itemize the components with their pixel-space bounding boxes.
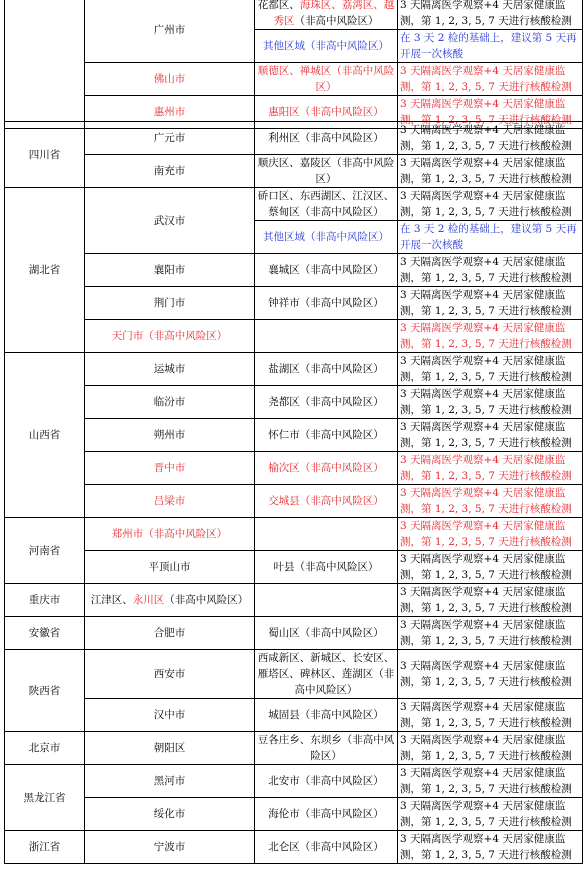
city-ningbo: 宁波市 <box>85 831 255 864</box>
district-nanchong: 顺庆区、嘉陵区（非高中风险区） <box>255 155 398 188</box>
city-yuncheng: 运城市 <box>85 353 255 386</box>
district-guangzhou-main: 花都区、海珠区、荔湾区、越秀区（非高中风险区） <box>255 0 398 30</box>
city-hanzhong: 汉中市 <box>85 699 255 732</box>
rule-cell: 3 天隔离医学观察+4 天居家健康监测，第 1, 2, 3, 5, 7 天进行核酸检测 <box>398 419 583 452</box>
policy-table <box>4 0 583 129</box>
city-chaoyang: 朝阳区 <box>85 732 255 765</box>
rule-cell: 3 天隔离医学观察+4 天居家健康监测，第 1, 2, 3, 5, 7 天进行核酸检测 <box>398 798 583 831</box>
rule-cell: 3 天隔离医学观察+4 天居家健康监测，第 1, 2, 3, 5, 7 天进行核酸检测 <box>398 831 583 864</box>
city-lvliang: 吕梁市 <box>85 485 255 518</box>
district-empty <box>255 320 398 353</box>
district-empty <box>255 584 398 617</box>
rule-cell: 3 天隔离医学观察+4 天居家健康监测，第 1, 2, 3, 5, 7 天进行核酸检测 <box>398 353 583 386</box>
province-beijing: 北京市 <box>5 732 85 765</box>
province-sichuan: 四川省 <box>5 122 85 188</box>
rule-cell: 3 天隔离医学观察+4 天居家健康监测，第 1, 2, 3, 5, 7 天进行核酸检测 <box>398 188 583 221</box>
district-shuozhou: 怀仁市（非高中风险区） <box>255 419 398 452</box>
district-xiangyang: 襄城区（非高中风险区） <box>255 254 398 287</box>
district-wuhan: 硚口区、东西湖区、江汉区、蔡甸区（非高中风险区） <box>255 188 398 221</box>
district-ningbo: 北仑区（非高中风险区） <box>255 831 398 864</box>
rule-cell: 3 天隔离医学观察+4 天居家健康监测，第 1, 2, 3, 5, 7 天进行核酸检测 <box>398 320 583 353</box>
district-hefei: 蜀山区（非高中风险区） <box>255 617 398 650</box>
rule-cell: 3 天隔离医学观察+4 天居家健康监测，第 1, 2, 3, 5, 7 天进行核酸检测 <box>398 650 583 699</box>
district-pingdingshan: 叶县（非高中风险区） <box>255 551 398 584</box>
district-other: 其他区域（非高中风险区） <box>255 30 398 63</box>
district-linfen: 尧都区（非高中风险区） <box>255 386 398 419</box>
district-suihua: 海伦市（非高中风险区） <box>255 798 398 831</box>
district-xian: 西咸新区、新城区、长安区、雁塔区、碑林区、莲湖区（非高中风险区） <box>255 650 398 699</box>
district-empty <box>255 518 398 551</box>
rule-cell: 3 天隔离医学观察+4 天居家健康监测，第 1, 2, 3, 5, 7 天进行核酸检测 <box>398 287 583 320</box>
province-chongqing: 重庆市 <box>5 584 85 617</box>
district-foshan: 顺德区、禅城区（非高中风险区） <box>255 63 398 96</box>
province-zhejiang: 浙江省 <box>5 831 85 864</box>
rule-cell: 3 天隔离医学观察+4 天居家健康监测，第 1, 2, 3, 5, 7 天进行核酸检测 <box>398 584 583 617</box>
province-anhui: 安徽省 <box>5 617 85 650</box>
rule-cell-extra: 在 3 天 2 检的基础上，建议第 5 天再开展一次核酸 <box>398 30 583 63</box>
province-heilongjiang: 黑龙江省 <box>5 765 85 831</box>
district-jinzhong: 榆次区（非高中风险区） <box>255 452 398 485</box>
city-guangzhou: 广州市 <box>85 0 255 63</box>
rule-cell: 3 天隔离医学观察+4 天居家健康监测，第 1, 2, 3, 5, 7 天进行核酸检测 <box>398 765 583 798</box>
district-chaoyang: 豆各庄乡、东坝乡（非高中风险区） <box>255 732 398 765</box>
city-guangyuan: 广元市 <box>85 122 255 155</box>
province-henan: 河南省 <box>5 518 85 584</box>
rule-cell: 3 天隔离医学观察+4 天居家健康监测，第 1, 2, 3, 5, 7 天进行核酸检测 <box>398 699 583 732</box>
city-pingdingshan: 平顶山市 <box>85 551 255 584</box>
district-huizhou: 惠阳区（非高中风险区） <box>255 96 398 129</box>
city-shuozhou: 朔州市 <box>85 419 255 452</box>
city-foshan: 佛山市 <box>85 63 255 96</box>
policy-table-cont <box>4 121 583 864</box>
rule-cell: 3 天隔离医学观察+4 天居家健康监测，第 1, 2, 3, 5, 7 天进行核酸检测 <box>398 63 583 96</box>
rule-cell: 3 天隔离医学观察+4 天居家健康监测，第 1, 2, 3, 5, 7 天进行核酸检测 <box>398 96 583 129</box>
rule-cell: 3 天隔离医学观察+4 天居家健康监测，第 1, 2, 3, 5, 7 天进行核酸检测 <box>398 254 583 287</box>
rule-cell-extra: 在 3 天 2 检的基础上，建议第 5 天再开展一次核酸 <box>398 221 583 254</box>
district-hanzhong: 城固县（非高中风险区） <box>255 699 398 732</box>
city-suihua: 绥化市 <box>85 798 255 831</box>
district-heihe: 北安市（非高中风险区） <box>255 765 398 798</box>
rule-cell: 3 天隔离医学观察+4 天居家健康监测，第 1, 2, 3, 5, 7 天进行核酸检测 <box>398 386 583 419</box>
district-yuncheng: 盐湖区（非高中风险区） <box>255 353 398 386</box>
city-jingmen: 荆门市 <box>85 287 255 320</box>
district-jingmen: 钟祥市（非高中风险区） <box>255 287 398 320</box>
province-hubei: 湖北省 <box>5 188 85 353</box>
rule-cell: 3 天隔离医学观察+4 天居家健康监测，第 1, 2, 3, 5, 7 天进行核酸检测 <box>398 0 583 30</box>
city-huizhou: 惠州市 <box>85 96 255 129</box>
district-other: 其他区域（非高中风险区） <box>255 221 398 254</box>
rule-cell: 3 天隔离医学观察+4 天居家健康监测，第 1, 2, 3, 5, 7 天进行核酸检测 <box>398 155 583 188</box>
province-shanxi: 山西省 <box>5 353 85 518</box>
city-tianmen: 天门市（非高中风险区） <box>85 320 255 353</box>
rule-cell: 3 天隔离医学观察+4 天居家健康监测，第 1, 2, 3, 5, 7 天进行核酸检测 <box>398 617 583 650</box>
city-hefei: 合肥市 <box>85 617 255 650</box>
city-xian: 西安市 <box>85 650 255 699</box>
city-jinzhong: 晋中市 <box>85 452 255 485</box>
city-heihe: 黑河市 <box>85 765 255 798</box>
city-nanchong: 南充市 <box>85 155 255 188</box>
rule-cell: 3 天隔离医学观察+4 天居家健康监测，第 1, 2, 3, 5, 7 天进行核酸检测 <box>398 485 583 518</box>
province-shaanxi: 陕西省 <box>5 650 85 732</box>
city-linfen: 临汾市 <box>85 386 255 419</box>
rule-cell: 3 天隔离医学观察+4 天居家健康监测，第 1, 2, 3, 5, 7 天进行核酸检测 <box>398 452 583 485</box>
rule-cell: 3 天隔离医学观察+4 天居家健康监测，第 1, 2, 3, 5, 7 天进行核酸检测 <box>398 732 583 765</box>
rule-cell: 3 天隔离医学观察+4 天居家健康监测，第 1, 2, 3, 5, 7 天进行核酸检测 <box>398 122 583 155</box>
district-guangyuan: 利州区（非高中风险区） <box>255 122 398 155</box>
rule-cell: 3 天隔离医学观察+4 天居家健康监测，第 1, 2, 3, 5, 7 天进行核酸检测 <box>398 518 583 551</box>
city-wuhan: 武汉市 <box>85 188 255 254</box>
city-xiangyang: 襄阳市 <box>85 254 255 287</box>
city-zhengzhou: 郑州市（非高中风险区） <box>85 518 255 551</box>
province-cell <box>5 0 85 129</box>
rule-cell: 3 天隔离医学观察+4 天居家健康监测，第 1, 2, 3, 5, 7 天进行核酸检测 <box>398 551 583 584</box>
city-chongqing: 江津区、永川区（非高中风险区） <box>85 584 255 617</box>
district-lvliang: 交城县（非高中风险区） <box>255 485 398 518</box>
